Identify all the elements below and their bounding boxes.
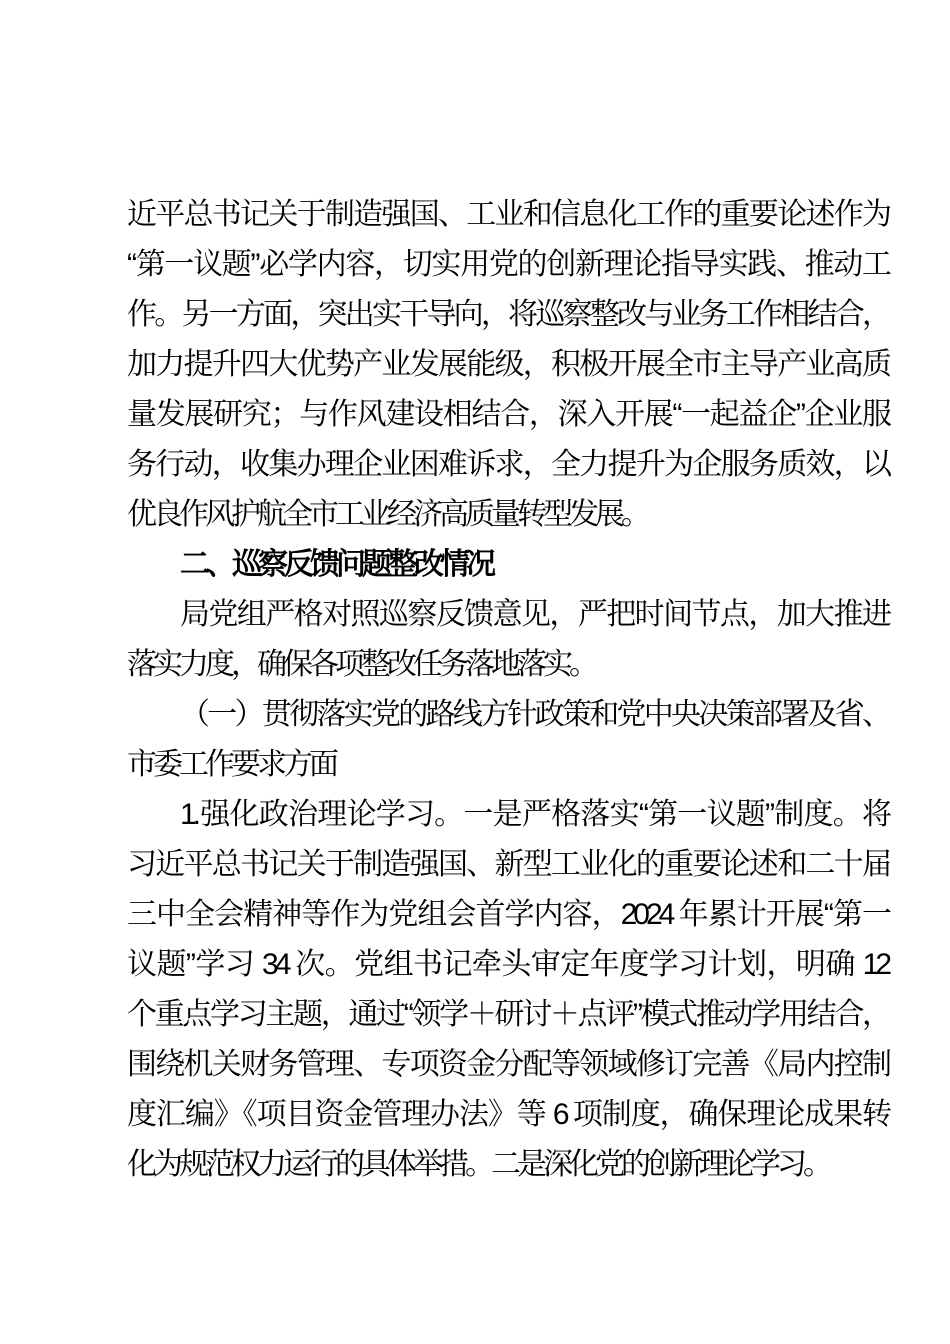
section-heading-line: 二、巡察反馈问题整改情况 [180, 548, 492, 581]
text-line: 三中全会精神等作为党组会首学内容，2024 年累计开展“第一 [127, 898, 888, 931]
subsection-heading-line: （一）贯彻落实党的路线方针政策和党中央决策部署及省、 [180, 698, 888, 731]
subsection-heading-line: 市委工作要求方面 [127, 748, 335, 781]
text-line: 落实力度，确保各项整改任务落地落实。 [127, 648, 595, 681]
text-line: 个重点学习主题，通过“领学＋研讨＋点评”模式推动学用结合， [127, 998, 888, 1031]
text-line: 习近平总书记关于制造强国、新型工业化的重要论述和二十届 [127, 848, 888, 881]
document-content [127, 190, 888, 1190]
text-line: 1.强化政治理论学习。一是严格落实“第一议题”制度。将 [180, 798, 888, 831]
text-line: 化为规范权力运行的具体举措。二是深化党的创新理论学习。 [127, 1148, 829, 1181]
text-line: 作。另一方面，突出实干导向，将巡察整改与业务工作相结合， [127, 298, 888, 331]
text-line: 优良作风护航全市工业经济高质量转型发展。 [127, 498, 647, 531]
text-line: 务行动，收集办理企业困难诉求，全力提升为企服务质效，以 [127, 448, 888, 481]
text-line: 加力提升四大优势产业发展能级，积极开展全市主导产业高质 [127, 348, 888, 381]
text-line: 议题”学习 34 次。党组书记牵头审定年度学习计划，明确 12 [127, 948, 888, 981]
text-line: 围绕机关财务管理、专项资金分配等领域修订完善《局内控制 [127, 1048, 888, 1081]
text-line: “第一议题”必学内容，切实用党的创新理论指导实践、推动工 [127, 248, 888, 281]
text-line: 局党组严格对照巡察反馈意见，严把时间节点，加大推进 [180, 598, 888, 631]
text-line: 量发展研究；与作风建设相结合，深入开展“一起益企”企业服 [127, 398, 888, 431]
text-line: 近平总书记关于制造强国、工业和信息化工作的重要论述作为 [127, 198, 888, 231]
text-line: 度汇编》《项目资金管理办法》等 6 项制度，确保理论成果转 [127, 1098, 888, 1131]
